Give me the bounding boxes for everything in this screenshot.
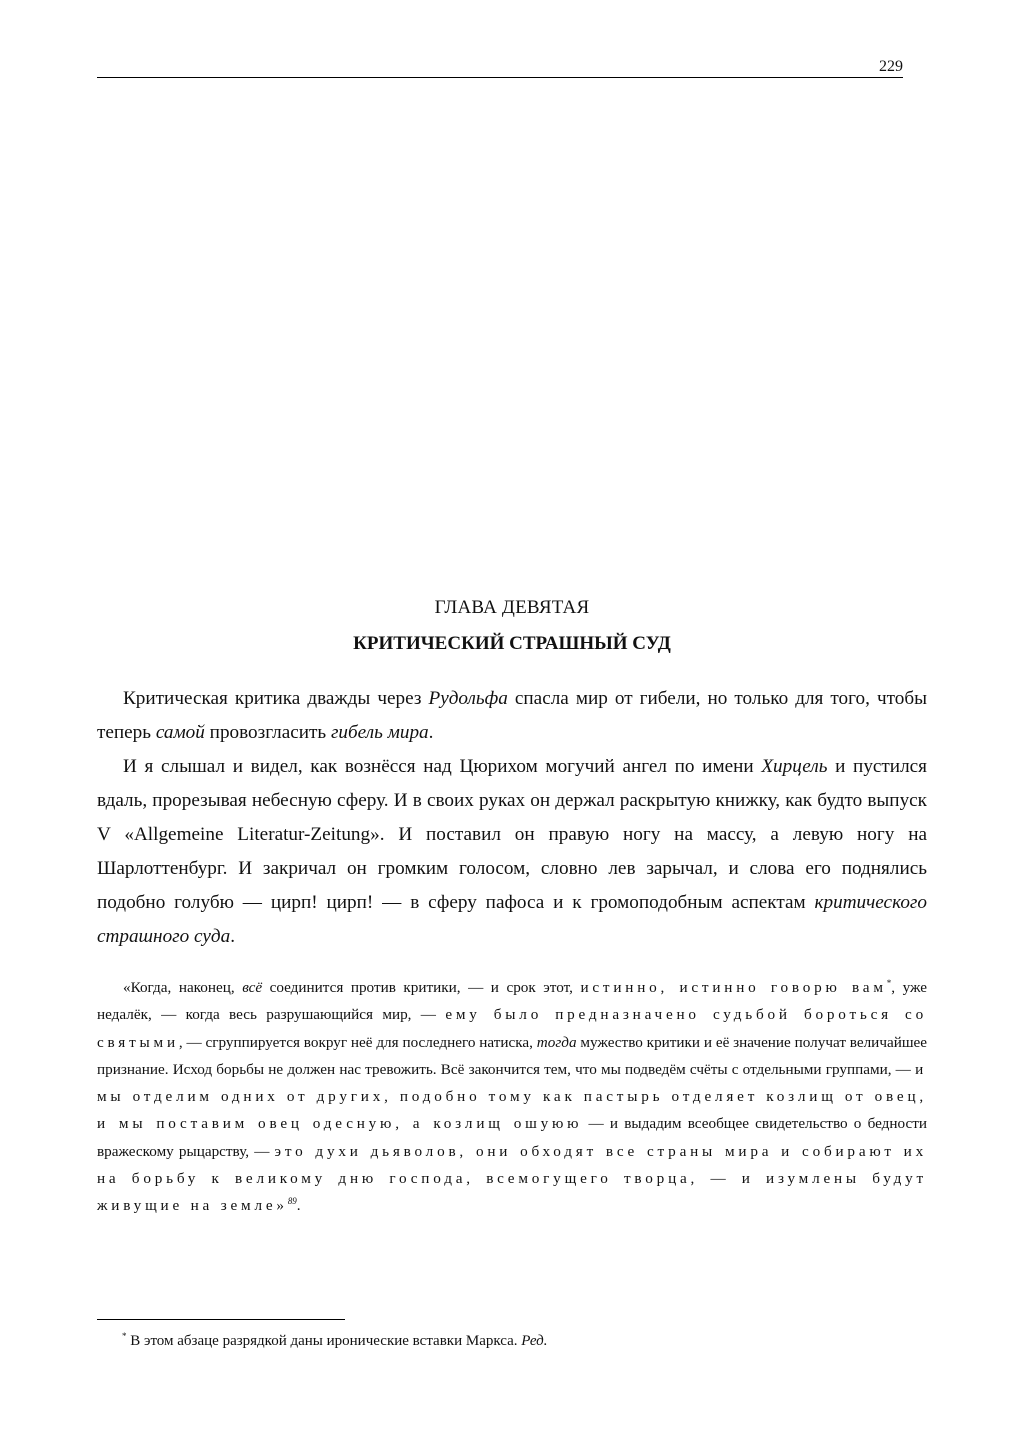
page-number: 229 — [879, 58, 903, 75]
text-run: , уже недалёк, — когда весь разрушающийся мир, — — [97, 979, 927, 1024]
spaced-run: это духи дьяволов, они обходят все страны мира и собирают их на борьбу к великому дню господа, всемогущего творца, — и изумлены будут живущие на земле» — [97, 1142, 928, 1215]
italic-run: всё — [242, 979, 263, 996]
spaced-run: истинно, истинно говорю вам — [580, 979, 887, 996]
footnote-editor-note: Ред. — [521, 1333, 548, 1349]
text-run: соединится против критики, — и срок этот, — [262, 979, 581, 996]
text-run: . — [230, 926, 235, 947]
text-run: . — [296, 1197, 301, 1215]
header-rule — [97, 77, 903, 78]
text-run: . — [428, 722, 434, 743]
quote-paragraph — [97, 974, 927, 1220]
footnote — [122, 1331, 548, 1351]
italic-run: гибель мира — [330, 722, 429, 743]
text-run: — и выдадим всеобщее свидетельство о бедности вражескому рыцарству, — — [97, 1115, 927, 1160]
paragraph-1 — [97, 682, 927, 750]
chapter-label: ГЛАВА ДЕВЯТАЯ — [434, 597, 590, 618]
text-run: провозгласить — [204, 722, 331, 743]
text-run: , — сгруппируется вокруг неё для последнего натиска, — [178, 1033, 537, 1051]
italic-run: Хирцель — [761, 756, 828, 777]
footnote-marker: * — [122, 1331, 127, 1341]
spaced-run: и мы отделим одних от других, подобно тому как пастырь отделяет козлищ от овец, и мы поставим овец одесную, а козлищ ошуюю — [97, 1060, 927, 1133]
italic-run: тогда — [536, 1033, 577, 1051]
endnote-marker[interactable]: 89 — [287, 1196, 297, 1207]
text-run: и пустился вдаль, прорезывая небесную сферу. И в своих руках он держал раскрытую книжку, как будто выпуск V «Allgemeine Literatur-Zeitung». И поставил он правую ногу на массу, а левую ногу на Шарлоттенбург. И закричал он громким голосом, словно лев зарычал, и слова его поднялись подобно голубю — цирп! цирп! — в сферу пафоса и к громоподобным аспектам — [97, 756, 927, 913]
paragraph-2 — [97, 750, 927, 954]
main-text — [97, 682, 927, 954]
footnote-text: В этом абзаце разрядкой даны иронические вставки Маркса. — [126, 1333, 522, 1349]
italic-run: Рудольфа — [428, 688, 508, 709]
text-run: Критическая критика дважды через — [123, 688, 429, 709]
text-run: И я слышал и видел, как вознёсся над Цюрихом могучий ангел по имени — [123, 756, 762, 777]
text-run: мужество критики и её значение получат величайшее признание. Исход борьбы не должен нас тревожить. Всё закончится тем, что мы подведём счёты с отдельными группами, — — [97, 1033, 927, 1078]
chapter-title: КРИТИЧЕСКИЙ СТРАШНЫЙ СУД — [353, 633, 671, 654]
italic-run: критического страшного суда — [97, 892, 927, 947]
italic-run: самой — [155, 722, 205, 743]
block-quote — [97, 974, 927, 1220]
spaced-run: ему было предназначено судьбой бороться со святыми — [97, 1006, 927, 1051]
text-run: спасла мир от гибели, но только для того, чтобы теперь — [97, 688, 927, 743]
footnote-marker[interactable]: * — [886, 977, 892, 988]
footnote-rule — [97, 1319, 345, 1320]
text-run: «Когда, наконец, — [123, 979, 243, 996]
